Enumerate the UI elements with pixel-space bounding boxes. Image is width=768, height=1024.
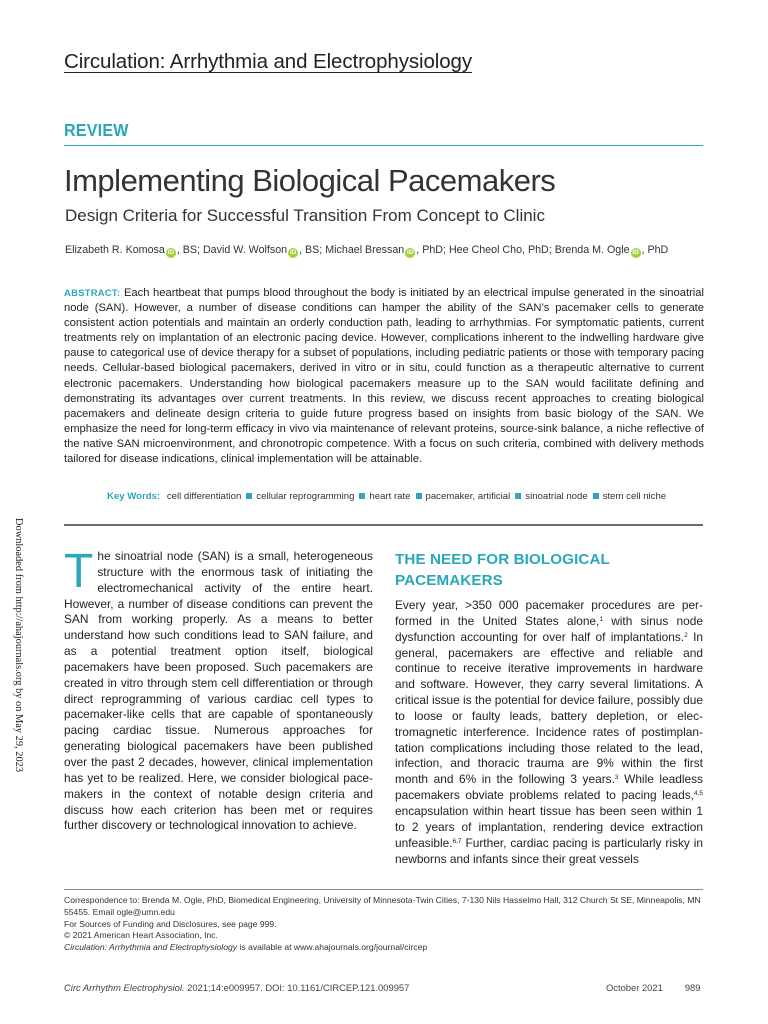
keyword[interactable]: cell differentiation (166, 491, 242, 502)
copyright-note: © 2021 American Heart Association, Inc. (64, 930, 218, 941)
author-degree: , PhD (641, 244, 669, 256)
body-text: encapsulation within heart tissue has been seen within 1 to 2 years of implantation, rendering device extraction unfeasible. (395, 803, 703, 850)
author-degree: , PhD; (416, 244, 449, 256)
abstract (64, 285, 704, 467)
footer-doi[interactable]: 2021;14:e009957. DOI: 10.1161/CIRCEP.121.009957 (184, 982, 410, 993)
orcid-icon[interactable]: iD (407, 249, 414, 256)
page-number: 989 (684, 982, 701, 993)
section-label: REVIEW (64, 120, 129, 140)
square-bullet-icon (593, 493, 599, 499)
keyword[interactable]: heart rate (369, 491, 411, 502)
intro-column (64, 545, 373, 834)
author-name: Brenda M. Ogle (554, 244, 630, 256)
keyword[interactable]: pacemaker, artificial (425, 491, 511, 502)
orcid-icon[interactable]: iD (289, 249, 297, 256)
abstract-text: Each heartbeat that pumps blood throughout the body is initiated by an electrical impulse generated in the sinoatrial node (SAN). However, a number of disease conditions can hamper the ability of the SAN’s pacemaker cells to generate consistent action potentials and maintain an orderly conduction path, leading to arrhythmias. For symptomatic patients, current treatments rely on implantation of an electronic pacing device. However, complications inherent to the indwelling hardware give pause to categorical use of device therapy for a subset of populations, including pediatric patients or those with temporary pacing needs. Cellular-based biological pacemakers, derived in vitro or in situ, could function as a therapeutic alternative to current electronic pacemakers. Understanding how biological pacemakers measure up to the SAN would facilitate defining and demonstrating its advantages over current treatments. In this review, we discuss recent approaches to creating biological pacemakers and delineate design criteria to guide future progress based on insights from basic biology of the SAN. We emphasize the need for long-term efficacy in vivo via maintenance of relevant proteins, source-sink balance, a niche reflective of the native SAN microenvironment, and chronotropic competence. With a focus on such criteria, combined with delivery methods tailored for disease indications, clinical implementation will be attainable. (64, 287, 704, 466)
need-section (395, 549, 703, 867)
author-degree: , BS; (176, 244, 203, 256)
author-name: Michael Bressan (325, 244, 405, 256)
keywords (107, 491, 666, 502)
intro-text: he sinoatrial node (SAN) is a small, heterogeneous structure with the enormous task of initiating the electromechanical activity of the entire heart. However, a number of disease conditions can prevent the SAN from working properly. As a means to better understand how such conditions lead to SAN failure, and as a potential treatment option itself, biological pacemakers have been proposed. Such pacemakers are created in vitro through stem cell differentiation or through direct reprogramming of various cardiac cell types to pacemaker-like cells that are capable of spontaneously pacing cardiac tissue. Numerous approaches for generating biological pacemakers have been published over the past 2 decades, however, clinical implementation has yet to be realized. Here, we consider biological pacemakers in the context of notable design criteria and discuss how each criterion has been met or requires further discovery or technological innovation to achieve. (64, 549, 373, 833)
reference-link[interactable]: 3 (614, 774, 619, 782)
square-bullet-icon (416, 493, 422, 499)
footer-date: October 2021 (606, 982, 663, 993)
article-title: Implementing Biological Pacemakers (64, 163, 556, 198)
square-bullet-icon (515, 493, 521, 499)
journal-name: Circulation: Arrhythmia and Electrophysiology (64, 50, 472, 73)
keywords-label: Key Words: (107, 491, 161, 502)
download-watermark (13, 518, 38, 778)
author-list (65, 244, 668, 258)
section-body (395, 598, 703, 867)
section-divider (64, 524, 703, 526)
keyword[interactable]: cellular reprogramming (256, 491, 355, 502)
author-name: Hee Cheol Cho, PhD; (448, 244, 555, 256)
author-name: David W. Wolfson (202, 244, 288, 256)
body-text: Every year, >350 000 pacemaker procedures are performed in the United States alone, (395, 598, 703, 628)
footer-citation (64, 982, 409, 993)
body-text: In general, pacemakers are effective and reliable and continue to receive iterative improvements in hardware and software. However, they carry several limitations. A critical issue is the potential for device failure, possibly due to loose or faulty leads, battery depletion, or electromagnetic interference. Incidence rates of postimplantation complications including those related to the lead, infection, and thoracic trauma are 9% within the first month and 6% in the following 3 years. (395, 629, 703, 787)
reference-link[interactable]: 2 (684, 631, 688, 639)
author-degree: , BS; (299, 244, 326, 256)
availability-note (64, 942, 704, 954)
footer-journal-abbrev: Circ Arrhythm Electrophysiol. (64, 982, 185, 993)
reference-link[interactable]: 4,5 (693, 790, 703, 798)
square-bullet-icon (359, 493, 365, 499)
square-bullet-icon (246, 493, 252, 499)
author-name: Elizabeth R. Komosa (65, 244, 165, 256)
reference-link[interactable]: 6,7 (452, 837, 462, 845)
body-text: While leadless pacemakers obviate problems related to pacing leads, (395, 772, 703, 803)
keyword[interactable]: stem cell niche (602, 491, 667, 502)
download-watermark-text: Downloaded from http://ahajournals.org by on May 29, 2023 (13, 518, 24, 773)
body-text: with sinus node dysfunction accounting for over half of implantations. (395, 613, 703, 644)
availability-journal: Circulation: Arrhythmia and Electrophysiology (64, 942, 238, 953)
footnote-rule (64, 889, 703, 890)
footer-page-info (606, 982, 700, 993)
reference-link[interactable]: 1 (599, 615, 603, 623)
body-text: Further, cardiac pacing is particularly risky in newborns and infants since their great vessels (395, 835, 703, 866)
article-subtitle: Design Criteria for Successful Transition From Concept to Clinic (65, 206, 545, 225)
section-label-rule (64, 120, 703, 146)
correspondence-note: Correspondence to: Brenda M. Ogle, PhD, Biomedical Engineering, University of Minnesota-Twin Cities, 7-130 Nils Hasselmo Hall, 312 Church St SE, Minneapolis, MN 55455. Email ogle@umn.edu (64, 895, 701, 917)
orcid-icon[interactable]: iD (167, 249, 175, 256)
footnotes (64, 895, 704, 954)
orcid-icon[interactable]: iD (632, 249, 639, 256)
availability-url[interactable]: is available at www.ahajournals.org/journal/circep (237, 942, 428, 953)
funding-note: For Sources of Funding and Disclosures, see page 999. (64, 918, 277, 929)
abstract-label: ABSTRACT: (64, 287, 121, 298)
section-heading: THE NEED FOR BIOLOGICAL PACEMAKERS (395, 551, 610, 589)
drop-cap: T (64, 545, 94, 598)
keyword[interactable]: sinoatrial node (525, 491, 588, 502)
